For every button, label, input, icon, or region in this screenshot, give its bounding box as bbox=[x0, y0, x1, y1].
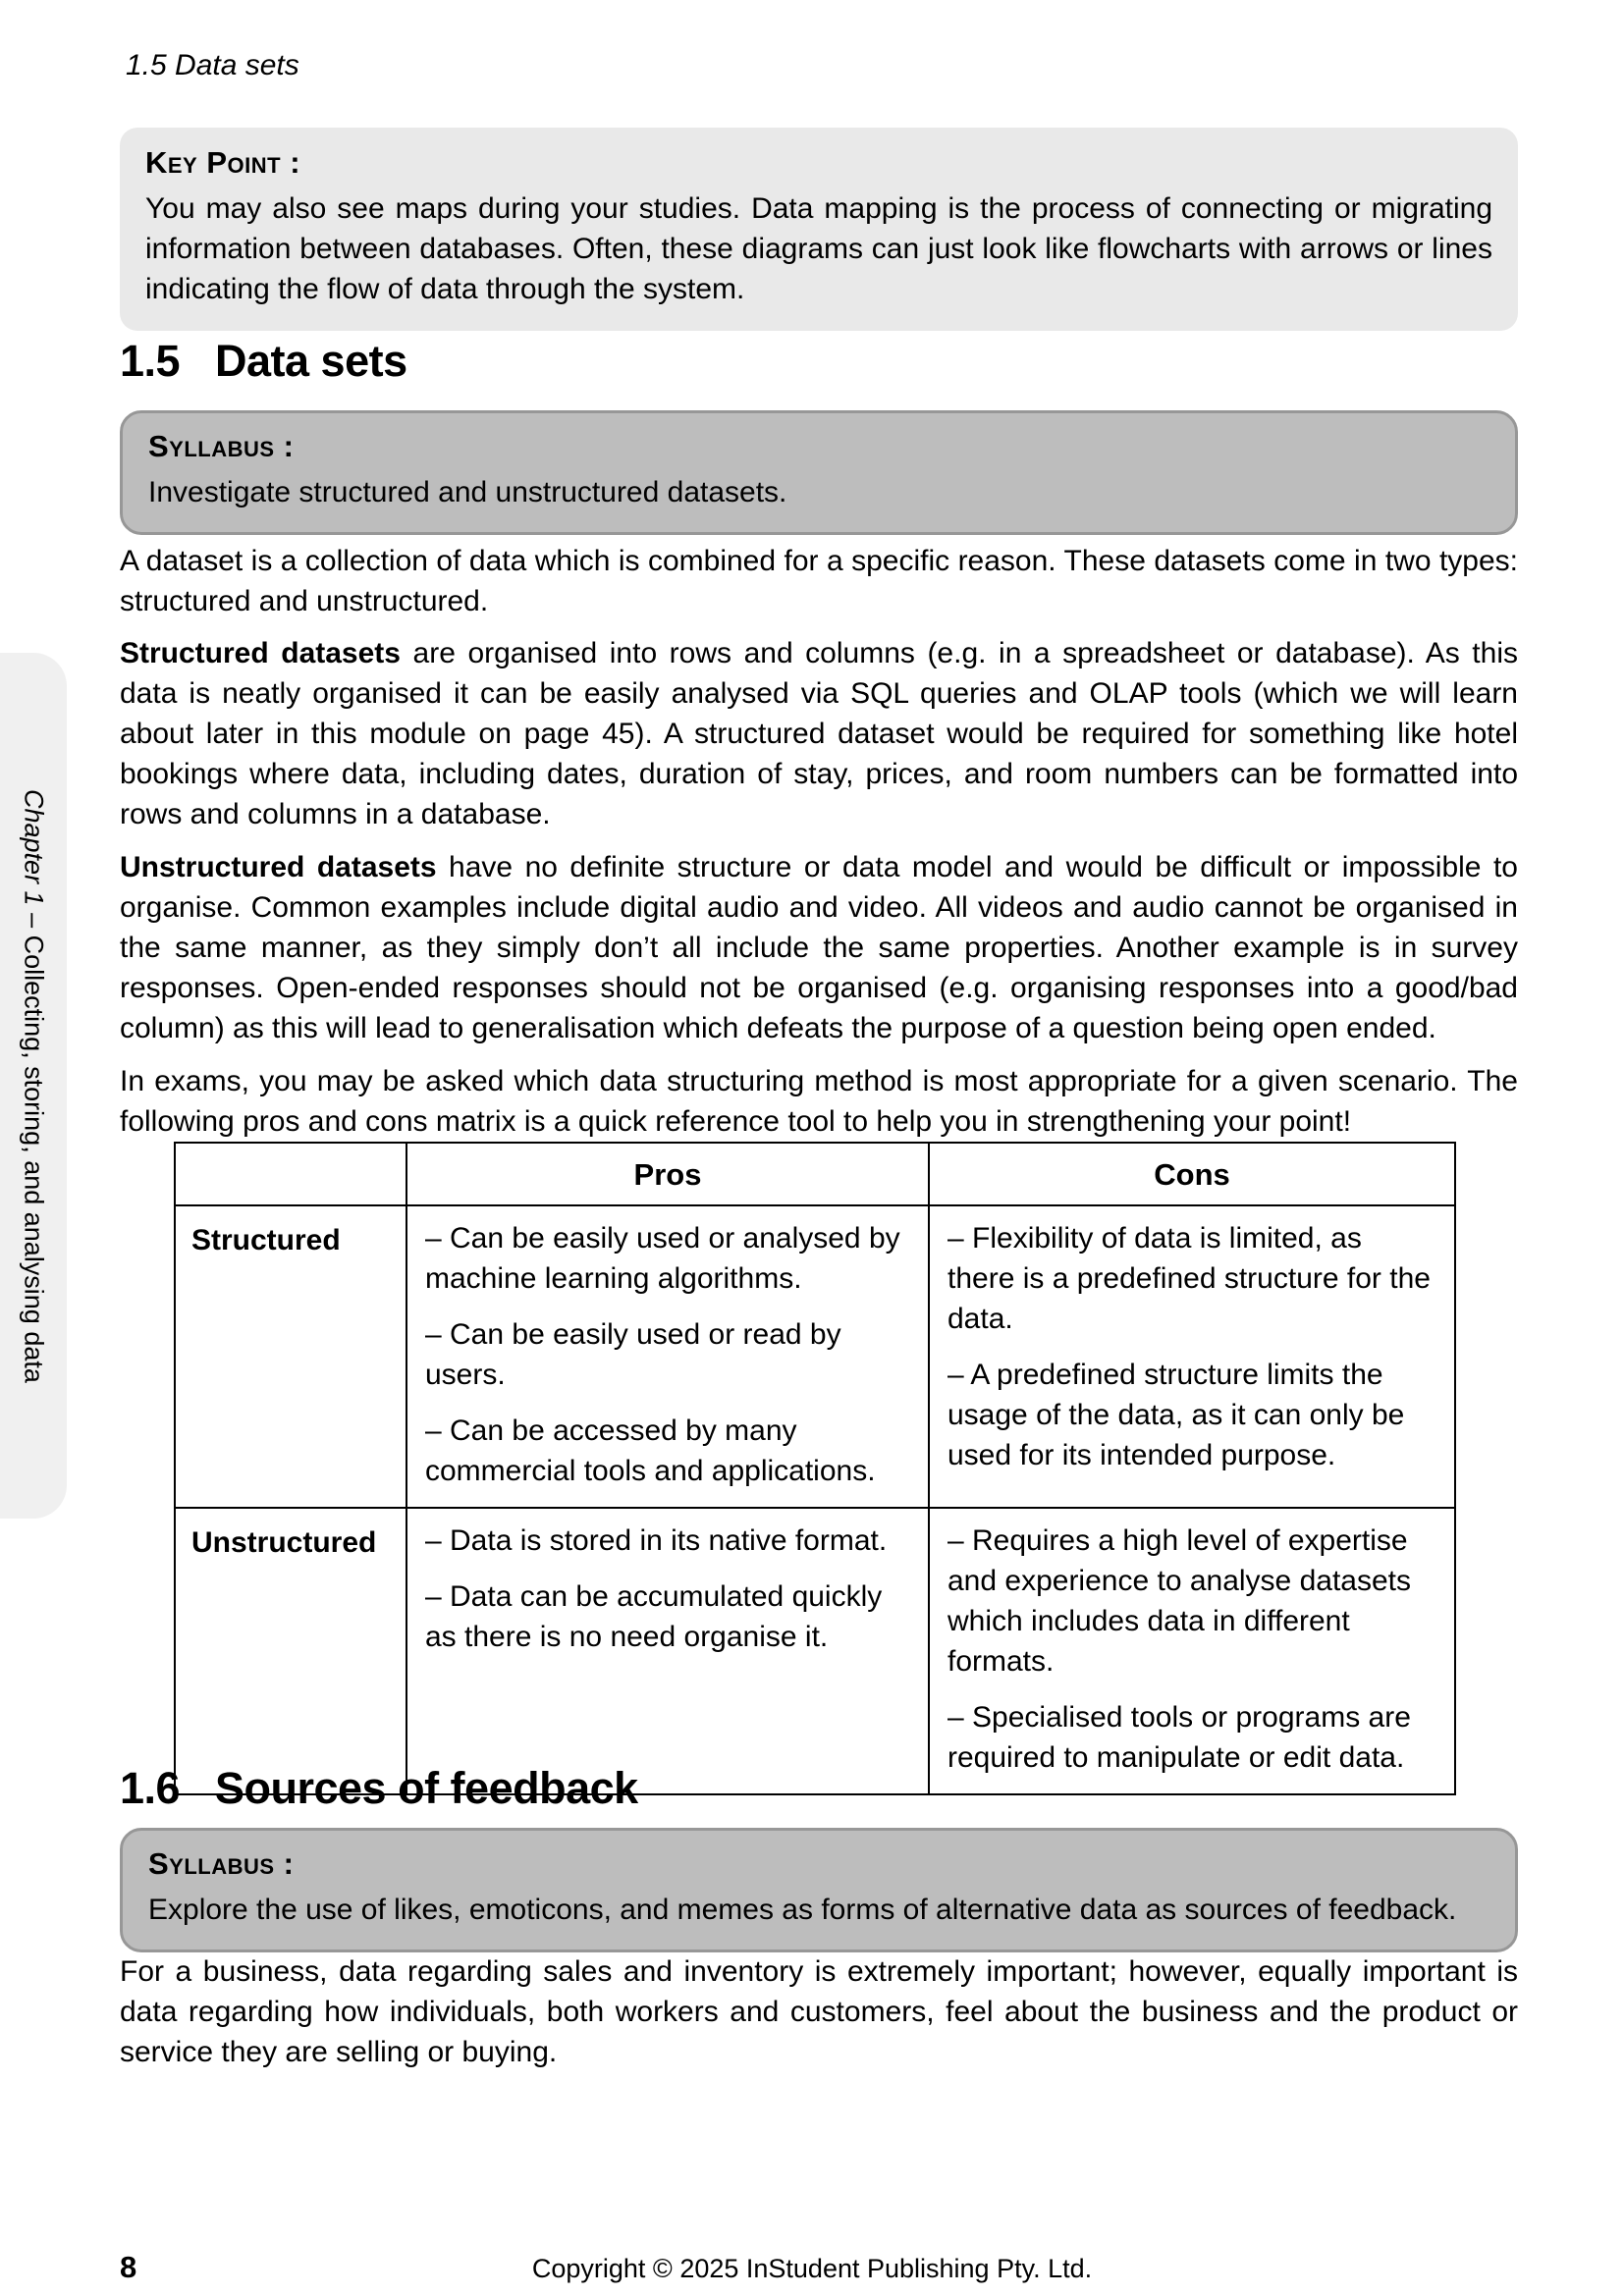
table-row-unstructured bbox=[175, 1508, 1455, 1794]
unstructured-pros-cell bbox=[406, 1508, 929, 1794]
pros-item: – Data can be accumulated quickly as there is no need organise it. bbox=[425, 1580, 883, 1653]
key-point-box bbox=[120, 128, 1518, 331]
section-number: 1.5 bbox=[120, 336, 181, 386]
pros-item: – Can be easily used or read by users. bbox=[425, 1318, 841, 1391]
copyright-text: Copyright © 2025 InStudent Publishing Pty. Ltd. bbox=[531, 2254, 1093, 2283]
pros-cons-table bbox=[174, 1142, 1456, 1795]
cons-item: – Flexibility of data is limited, as there is a predefined structure for the data. bbox=[947, 1222, 1431, 1335]
paragraph-feedback-intro: For a business, data regarding sales and inventory is extremely important; however, equally important is data regarding how individuals, both workers and customers, feel about the business and the product or service they are selling or buying. bbox=[120, 1955, 1518, 2068]
section-title: Sources of feedback bbox=[215, 1763, 638, 1813]
running-header: 1.5 Data sets bbox=[126, 49, 299, 81]
syllabus-label: Syllabus : bbox=[148, 1846, 295, 1881]
syllabus-text: Explore the use of likes, emoticons, and memes as forms of alternative data as sources of feedback. bbox=[148, 1894, 1457, 1926]
table-header-row bbox=[175, 1143, 1455, 1205]
structured-datasets-term: Structured datasets bbox=[120, 637, 401, 669]
cons-item: – A predefined structure limits the usage of the data, as it can only be used for its intended purpose. bbox=[947, 1359, 1405, 1471]
chapter-title-label: Collecting, storing, and analysing data bbox=[19, 934, 49, 1383]
structured-cons-cell bbox=[929, 1205, 1455, 1508]
table-header-cons: Cons bbox=[929, 1143, 1455, 1205]
paragraph-unstructured-datasets bbox=[120, 847, 1518, 1048]
pros-item: – Can be accessed by many commercial tools and applications. bbox=[425, 1415, 876, 1487]
key-point-label: Key Point : bbox=[145, 145, 301, 180]
page-number: 8 bbox=[120, 2250, 137, 2284]
section-heading-1-5 bbox=[120, 336, 407, 387]
row-label-unstructured: Unstructured bbox=[175, 1508, 406, 1794]
table-header-pros: Pros bbox=[406, 1143, 929, 1205]
table-row-structured bbox=[175, 1205, 1455, 1508]
section-heading-1-6 bbox=[120, 1763, 638, 1814]
paragraph-structured-datasets bbox=[120, 633, 1518, 834]
chapter-sidebar-tab bbox=[0, 653, 67, 1519]
paragraph-datasets-intro: A dataset is a collection of data which is combined for a specific reason. These datasets come in two types: structured and unstructured. bbox=[120, 545, 1518, 617]
pros-item: – Data is stored in its native format. bbox=[425, 1524, 888, 1557]
unstructured-cons-cell bbox=[929, 1508, 1455, 1794]
syllabus-text: Investigate structured and unstructured datasets. bbox=[148, 476, 787, 508]
pros-cons-table-wrap bbox=[174, 1142, 1456, 1795]
table-corner-cell bbox=[175, 1143, 406, 1205]
syllabus-box-1-6 bbox=[120, 1828, 1518, 1952]
section-number: 1.6 bbox=[120, 1763, 181, 1813]
unstructured-datasets-term: Unstructured datasets bbox=[120, 851, 437, 883]
chapter-number-label: Chapter 1 – bbox=[19, 788, 49, 935]
key-point-text: You may also see maps during your studies. Data mapping is the process of connecting or migrating information between databases. Often, these diagrams can just look like flowcharts with arrows or lines indicating the flow of data through the system. bbox=[145, 192, 1492, 305]
pros-item: – Can be easily used or analysed by machine learning algorithms. bbox=[425, 1222, 900, 1295]
chapter-sidebar-text bbox=[19, 789, 49, 1383]
syllabus-label: Syllabus : bbox=[148, 429, 295, 463]
row-label-structured: Structured bbox=[175, 1205, 406, 1508]
section-title: Data sets bbox=[215, 336, 407, 386]
structured-datasets-body: are organised into rows and columns (e.g. in a spreadsheet or database). As this data is neatly organised it can be easily analysed via SQL queries and OLAP tools (which we will learn about later in this module on page 45). A structured dataset would be required for something like hotel bookings where data, including dates, duration of stay, prices, and room numbers can be formatted into rows and columns in a database. bbox=[120, 637, 1518, 830]
syllabus-box-1-5 bbox=[120, 410, 1518, 535]
cons-item: – Requires a high level of expertise and experience to analyse datasets which includes data in different formats. bbox=[947, 1524, 1411, 1678]
cons-item: – Specialised tools or programs are required to manipulate or edit data. bbox=[947, 1701, 1411, 1774]
structured-pros-cell bbox=[406, 1205, 929, 1508]
unstructured-datasets-body: have no definite structure or data model and would be difficult or impossible to organise. Common examples include digital audio and video. All videos and audio cannot be organised in the same manner, as they simply don’t all include the same properties. Another example is in survey responses. Open-ended responses should not be organised (e.g. organising responses into a good/bad column) as this will lead to generalisation which defeats the purpose of a question being open ended. bbox=[120, 851, 1518, 1044]
paragraph-exams-note: In exams, you may be asked which data structuring method is most appropriate for a given scenario. The following pros and cons matrix is a quick reference tool to help you in strengthening your point! bbox=[120, 1065, 1518, 1138]
